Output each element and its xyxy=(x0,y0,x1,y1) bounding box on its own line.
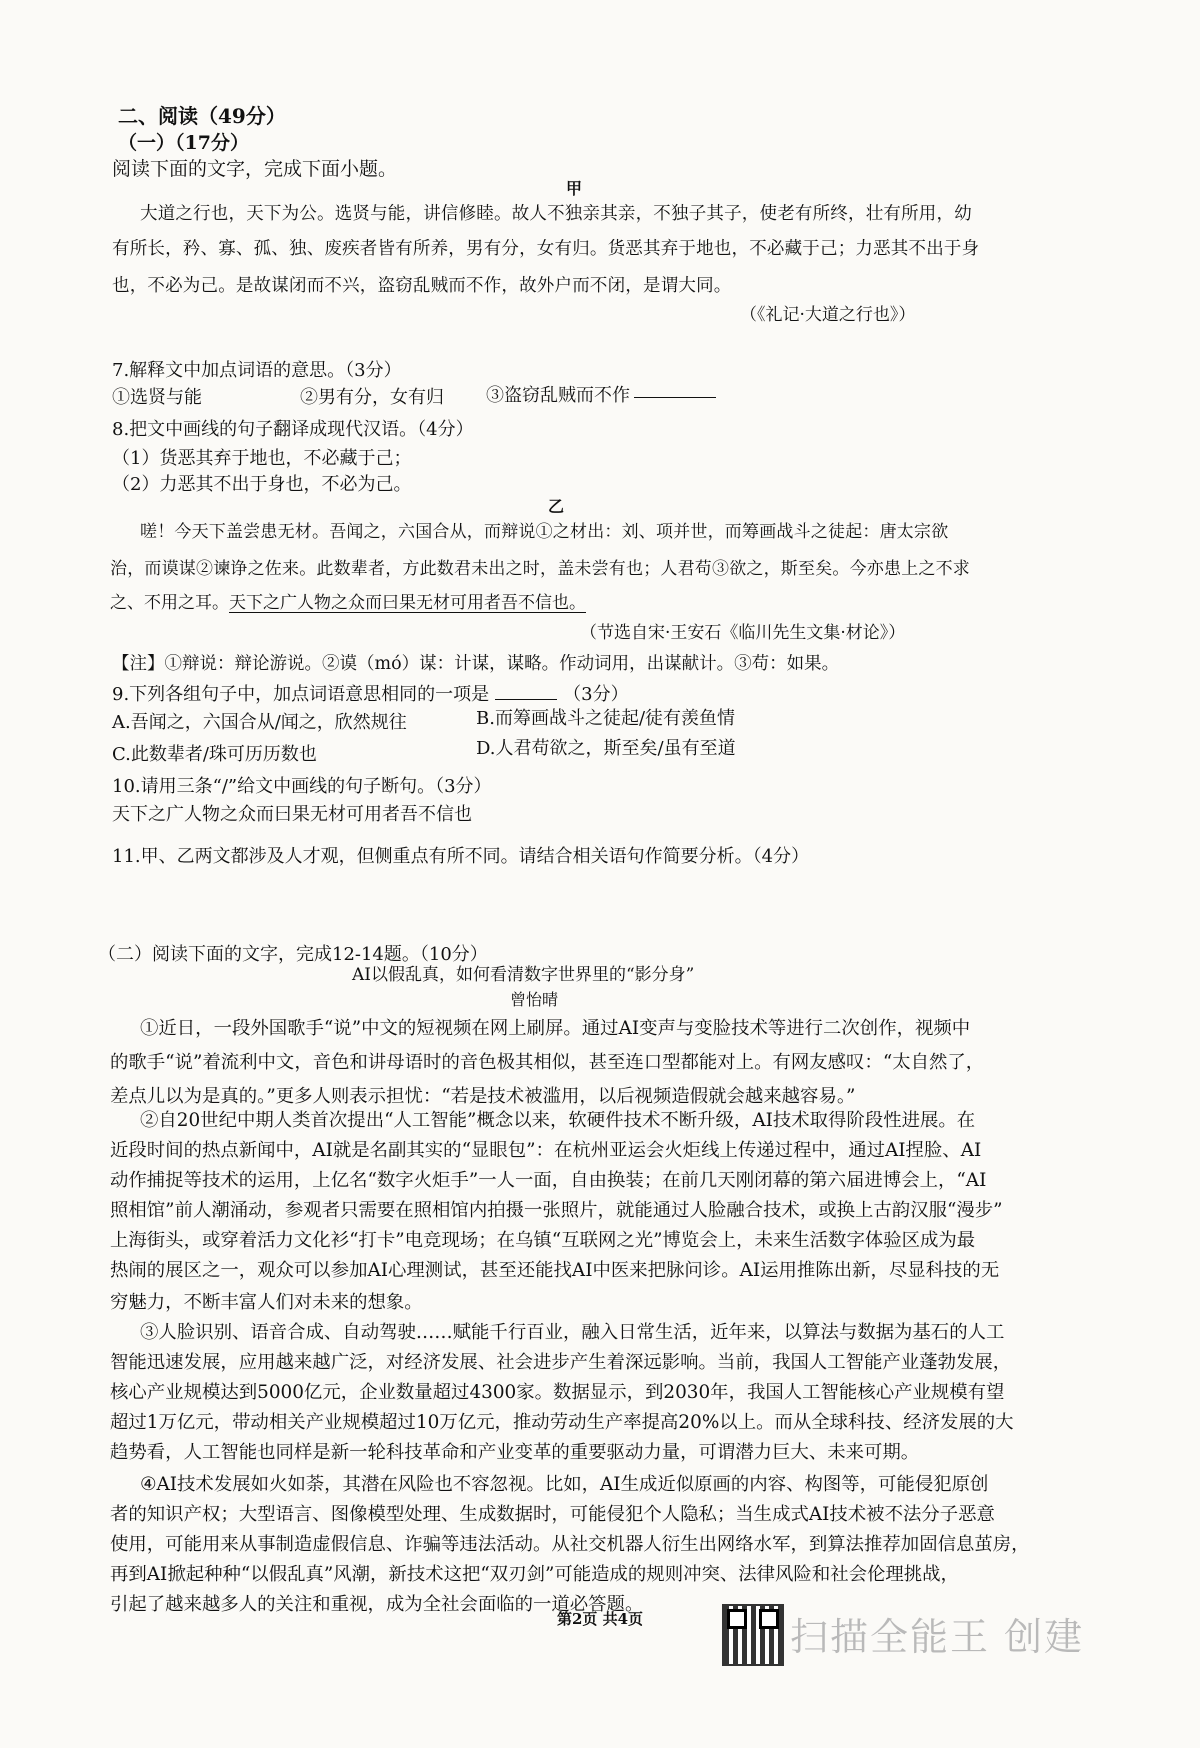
passage-yi-line-3 xyxy=(110,588,586,613)
question-9-option-c: C.此数辈者/珠可历历数也 xyxy=(112,744,317,765)
question-7-answer-blank xyxy=(634,383,716,402)
question-9-option-b: B.而筹画战斗之徒起/徒有羡鱼情 xyxy=(476,708,736,729)
article-line-14: 超过1万亿元，带动相关产业规模超过10万亿元，推动劳动生产率提高20%以上。而从全球科技、经济发展的大 xyxy=(110,1412,1014,1433)
article-line-18: 使用，可能用来从事制造虚假信息、诈骗等违法活动。从社交机器人衍生出网络水军，到算法推荐加固信息茧房， xyxy=(110,1534,1030,1555)
article-line-5: 近段时间的热点新闻中，AI就是名副其实的“显眼包”：在杭州亚运会火炬线上传递过程中，通过AI捏脸、AI xyxy=(110,1140,982,1161)
question-7-stem: 7.解释文中加点词语的意思。（3分） xyxy=(112,360,402,381)
question-8-stem: 8.把文中画线的句子翻译成现代汉语。（4分） xyxy=(112,419,474,440)
article-line-16: ④AI技术发展如火如荼，其潜在风险也不容忽视。比如，AI生成近似原画的内容、构图等，可能侵犯原创 xyxy=(140,1474,989,1495)
passage-yi-source: （节选自宋·王安石《临川先生文集·材论》） xyxy=(580,623,906,643)
article-line-13: 核心产业规模达到5000亿元，企业数量超过4300家。数据显示，到2030年，我国人工智能核心产业规模有望 xyxy=(110,1382,1005,1403)
passage-jia-source: （《礼记·大道之行也》） xyxy=(740,305,916,325)
question-9-stem-text: 9.下列各组句子中，加点词语意思相同的一项是 xyxy=(112,684,490,705)
question-10-sentence: 天下之广人物之众而曰果无材可用者吾不信也 xyxy=(112,804,472,825)
passage-yi-underlined-sentence: 天下之广人物之众而曰果无材可用者吾不信也。 xyxy=(229,593,586,613)
article-line-3: 差点儿以为是真的。”更多人则表示担忧：“若是技术被滥用，以后视频造假就会越来越容易。” xyxy=(110,1086,856,1107)
question-7-item-c: ③盗窃乱贼而不作 xyxy=(486,385,630,406)
article-line-9: 热闹的展区之一，观众可以参加AI心理测试，甚至还能找AI中医来把脉问诊。AI运用推陈出新，尽显科技的无 xyxy=(110,1260,1000,1281)
question-9-option-a: A.吾闻之，六国合从/闻之，欣然规往 xyxy=(112,712,407,733)
qr-code-icon xyxy=(722,1604,784,1666)
article-line-15: 趋势看，人工智能也同样是新一轮科技革命和产业变革的重要驱动力量，可谓潜力巨大、未来可期。 xyxy=(110,1442,920,1463)
scanner-watermark: 扫描全能王 创建 xyxy=(790,1615,1085,1659)
section-title: 二、阅读（49分） xyxy=(118,104,286,128)
passage-jia-line-2: 有所长，矜、寡、孤、独、废疾者皆有所养，男有分，女有归。货恶其弃于地也，不必藏于己；力恶其不出于身 xyxy=(112,239,980,259)
article-line-8: 上海街头，或穿着活力文化衫“打卡”电竞现场；在乌镇“互联网之光”博览会上，未来生活数字体验区成为最 xyxy=(110,1230,976,1251)
question-7-item-b: ②男有分，女有归 xyxy=(300,387,444,408)
passage-yi-line-1: 嗟！今天下盖尝患无材。吾闻之，六国合从，而辩说①之材出：刘、项并世，而筹画战斗之徒起：唐太宗欲 xyxy=(140,522,949,542)
article-line-19: 再到AI掀起种种“以假乱真”风潮，新技术这把“双刃剑”可能造成的规则冲突、法律风险和社会伦理挑战， xyxy=(110,1564,959,1585)
article-line-6: 动作捕捉等技术的运用，上亿名“数字火炬手”一人一面，自由换装；在前几天刚闭幕的第六届进博会上，“AI xyxy=(110,1170,987,1191)
article-line-10: 穷魅力，不断丰富人们对未来的想象。 xyxy=(110,1292,423,1313)
question-8-sentence-2: （2）力恶其不出于身也，不必为己。 xyxy=(112,474,412,495)
part1-instruction: 阅读下面的文字，完成下面小题。 xyxy=(112,158,398,180)
article-title: AI以假乱真，如何看清数字世界里的“影分身” xyxy=(352,965,695,985)
question-9-option-d: D.人君苟欲之，斯至矣/虽有至道 xyxy=(476,738,736,759)
article-author: 曾怡晴 xyxy=(510,990,559,1009)
passage-yi-line-3-text: 之、不用之耳。 xyxy=(110,593,229,613)
article-line-1: ①近日，一段外国歌手“说”中文的短视频在网上刷屏。通过AI变声与变脸技术等进行二次创作，视频中 xyxy=(140,1018,971,1039)
article-line-2: 的歌手“说”着流利中文，音色和讲母语时的音色极其相似，甚至连口型都能对上。有网友感叹：“太自然了， xyxy=(110,1052,985,1073)
passage-jia-line-1: 大道之行也，天下为公。选贤与能，讲信修睦。故人不独亲其亲，不独子其子，使老有所终，壮有所用，幼 xyxy=(140,204,972,224)
part1-header: （一）（17分） xyxy=(118,132,249,154)
article-line-12: 智能迅速发展，应用越来越广泛，对经济发展、社会进步产生着深远影响。当前，我国人工智能产业蓬勃发展， xyxy=(110,1352,1012,1373)
question-9-answer-blank xyxy=(495,699,557,700)
article-line-11: ③人脸识别、语音合成、自动驾驶……赋能千行百业，融入日常生活，近年来，以算法与数据为基石的人工 xyxy=(140,1322,1005,1343)
article-line-7: 照相馆”前人潮涌动，参观者只需要在照相馆内拍摄一张照片，就能通过人脸融合技术，或换上古韵汉服“漫步” xyxy=(110,1200,1003,1221)
question-7-item-a: ①选贤与能 xyxy=(112,387,202,408)
passage-yi-label: 乙 xyxy=(548,497,565,516)
page-footer: 第2页 共4页 xyxy=(556,1610,644,1628)
question-9-score: （3分） xyxy=(563,684,629,705)
question-11-stem: 11.甲、乙两文都涉及人才观，但侧重点有所不同。请结合相关语句作简要分析。（4分） xyxy=(112,846,810,867)
question-10-stem: 10.请用三条“/”给文中画线的句子断句。（3分） xyxy=(112,776,492,797)
article-line-4: ②自20世纪中期人类首次提出“人工智能”概念以来，软硬件技术不断升级，AI技术取得阶段性进展。在 xyxy=(140,1110,976,1131)
annotation-note: 【注】①辩说：辩论游说。②谟（mó）谋：计谋，谋略。作动词用，出谋献计。③苟：如果。 xyxy=(112,654,840,674)
question-9-stem xyxy=(112,680,629,706)
passage-jia-line-3: 也，不必为己。是故谋闭而不兴，盗窃乱贼而不作，故外户而不闭，是谓大同。 xyxy=(112,276,732,296)
passage-jia-label: 甲 xyxy=(566,179,583,198)
article-line-20: 引起了越来越多人的关注和重视，成为全社会面临的一道必答题。 xyxy=(110,1594,644,1615)
question-8-sentence-1: （1）货恶其弃于地也，不必藏于己； xyxy=(112,448,412,469)
article-line-17: 者的知识产权；大型语言、图像模型处理、生成数据时，可能侵犯个人隐私；当生成式AI技术被不法分子恶意 xyxy=(110,1504,995,1525)
passage-yi-line-2: 治，而谟谋②谏诤之佐来。此数辈者，方此数君未出之时，盖未尝有也；人君苟③欲之，斯至矣。今亦患上之不求 xyxy=(110,559,970,579)
part2-header: （二）阅读下面的文字，完成12-14题。（10分） xyxy=(98,944,488,965)
